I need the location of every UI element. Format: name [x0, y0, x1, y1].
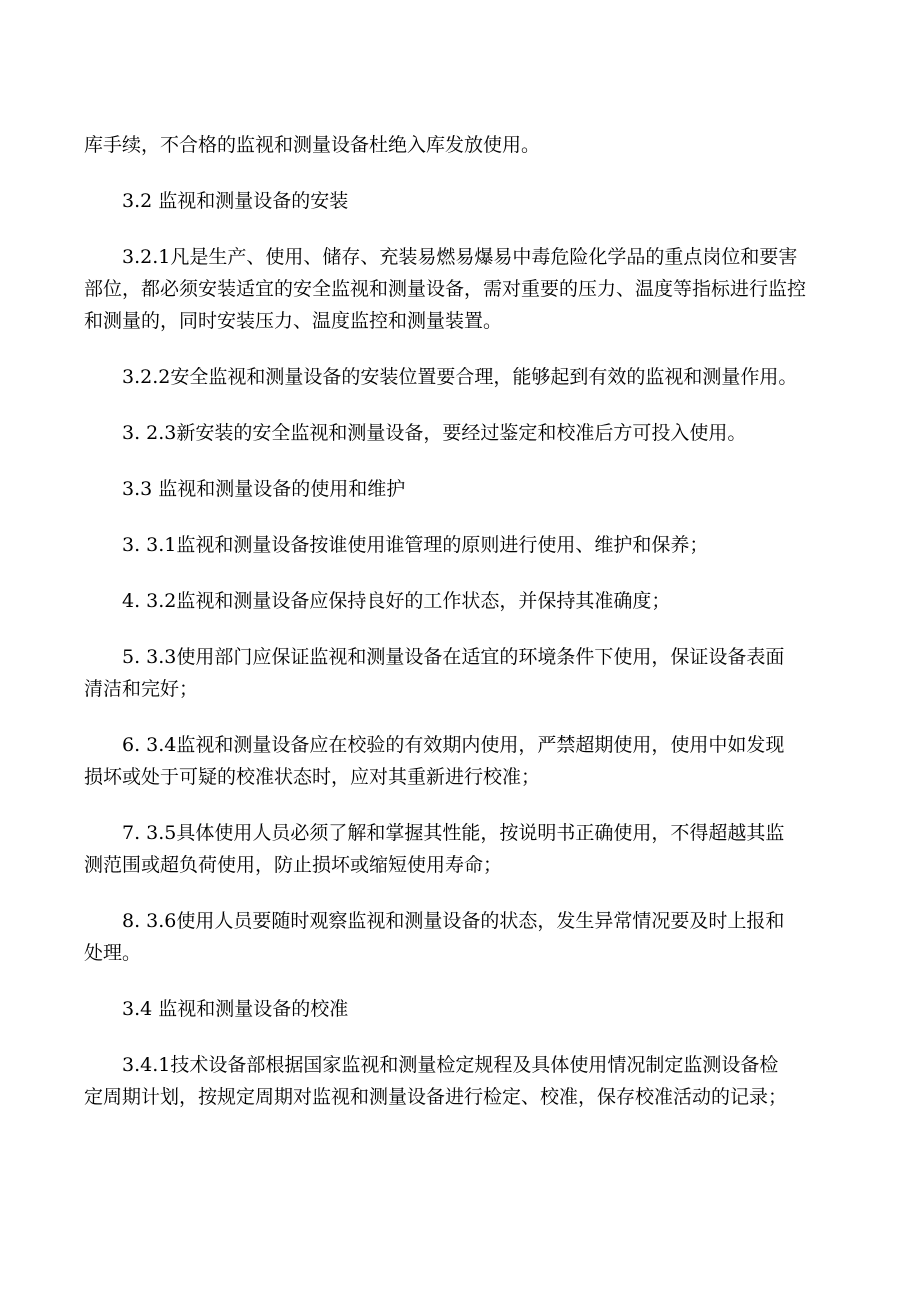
paragraph-line: 5. 3.3使用部门应保证监视和测量设备在适宜的环境条件下使用，保证设备表面	[122, 646, 785, 668]
paragraph-line: 部位，都必须安装适宜的安全监视和测量设备，需对重要的压力、温度等指标进行监控	[84, 278, 807, 300]
section-heading: 3.4 监视和测量设备的校准	[122, 998, 349, 1020]
paragraph-line: 3. 3.1监视和测量设备按谁使用谁管理的原则进行使用、维护和保养；	[122, 534, 709, 556]
paragraph-line: 8. 3.6使用人员要随时观察监视和测量设备的状态，发生异常情况要及时上报和	[122, 910, 785, 932]
section-heading: 3.3 监视和测量设备的使用和维护	[122, 478, 406, 500]
paragraph-line: 6. 3.4监视和测量设备应在校验的有效期内使用，严禁超期使用，使用中如发现	[122, 734, 785, 756]
paragraph-line: 7. 3.5具体使用人员必须了解和掌握其性能，按说明书正确使用，不得超越其监	[122, 822, 785, 844]
paragraph-line: 库手续，不合格的监视和测量设备杜绝入库发放使用。	[84, 134, 541, 156]
document-body	[84, 129, 844, 1113]
paragraph-line: 3.2.2安全监视和测量设备的安装位置要合理，能够起到有效的监视和测量作用。	[122, 366, 798, 388]
paragraph-line: 3.4.1技术设备部根据国家监视和测量检定规程及具体使用情况制定监测设备检	[122, 1054, 779, 1076]
paragraph-line: 损坏或处于可疑的校准状态时，应对其重新进行校准；	[84, 766, 541, 788]
paragraph-line: 清洁和完好；	[84, 678, 199, 700]
paragraph-line: 3.2.1凡是生产、使用、储存、充装易燃易爆易中毒危险化学品的重点岗位和要害	[122, 246, 798, 268]
paragraph-line: 处理。	[84, 942, 142, 964]
paragraph-line: 4. 3.2监视和测量设备应保持良好的工作状态，并保持其准确度；	[122, 590, 671, 612]
section-heading: 3.2 监视和测量设备的安装	[122, 190, 349, 212]
paragraph-line: 和测量的，同时安装压力、温度监控和测量装置。	[84, 310, 503, 332]
paragraph-line: 定周期计划，按规定周期对监视和测量设备进行检定、校准，保存校准活动的记录；	[84, 1086, 788, 1108]
paragraph-line: 3. 2.3新安装的安全监视和测量设备，要经过鉴定和校准后方可投入使用。	[122, 422, 747, 444]
paragraph-line: 测范围或超负荷使用，防止损坏或缩短使用寿命；	[84, 854, 503, 876]
